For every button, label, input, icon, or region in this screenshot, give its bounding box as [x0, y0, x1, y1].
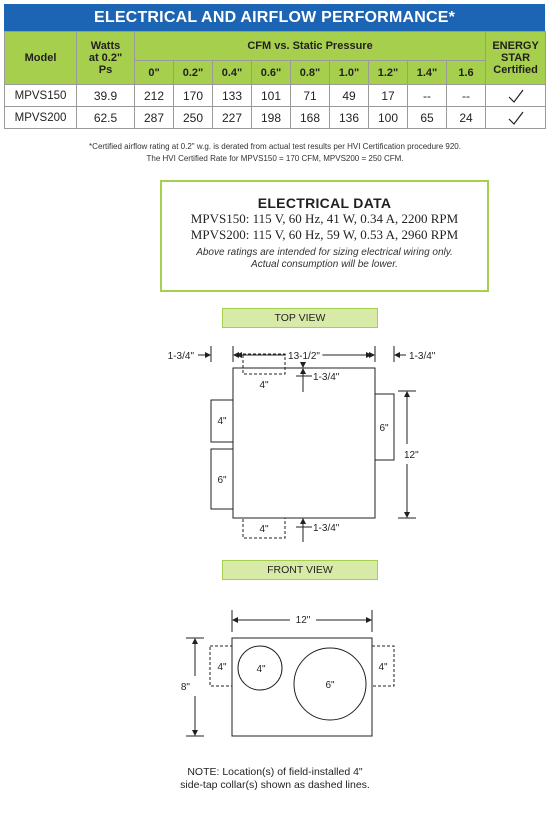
cell-model: MPVS150 — [5, 85, 77, 107]
footnote: The HVI Certified Rate for MPVS150 = 170 CFM, MPVS200 = 250 CFM. — [146, 154, 404, 163]
cell-cfm: 24 — [447, 107, 486, 129]
header-pressure: 0.8" — [291, 61, 330, 85]
cell-cfm: 49 — [330, 85, 369, 107]
header-pressure: 1.0" — [330, 61, 369, 85]
cell-cfm: 71 — [291, 85, 330, 107]
label-front-right-collar: 4" — [378, 662, 388, 673]
cell-energy-star — [486, 85, 546, 107]
cell-cfm: 212 — [135, 85, 174, 107]
label-left-collar-lower: 6" — [217, 475, 227, 486]
header-energy-star: ENERGY STAR Certified — [486, 32, 546, 85]
dim-front-height: 8" — [180, 682, 190, 693]
electrical-title: ELECTRICAL DATA — [257, 195, 392, 211]
dim-depth: 12" — [404, 450, 419, 461]
top-view-drawing — [0, 336, 550, 546]
header-pressure: 1.2" — [369, 61, 408, 85]
header-pressure: 0.4" — [213, 61, 252, 85]
dim-front-width: 12" — [295, 615, 311, 626]
front-view-drawing — [0, 596, 550, 746]
header-watts: Watts at 0.2" Ps — [77, 32, 135, 85]
cell-watts: 62.5 — [77, 107, 135, 129]
top-view-label: TOP VIEW — [222, 308, 378, 328]
performance-table — [4, 31, 546, 129]
dim-right-offset: 1-3/4" — [409, 351, 436, 362]
dim-top-collar-offset: 1-3/4" — [313, 372, 340, 383]
page-title: ELECTRICAL AND AIRFLOW PERFORMANCE* — [4, 4, 545, 31]
collar-note: NOTE: Location(s) of field-installed 4" side-tap collar(s) shown as dashed lines. — [180, 766, 370, 791]
table-row — [5, 85, 546, 107]
cell-cfm: 101 — [252, 85, 291, 107]
unit-outline — [233, 368, 375, 518]
header-pressure: 1.6 — [447, 61, 486, 85]
header-pressure: 0" — [135, 61, 174, 85]
label-top-collar: 4" — [259, 380, 269, 391]
collar-top-dashed — [243, 354, 285, 374]
label-front-left-collar: 4" — [217, 662, 227, 673]
cell-cfm: 17 — [369, 85, 408, 107]
cell-cfm: 287 — [135, 107, 174, 129]
label-right-collar: 6" — [379, 423, 389, 434]
label-large-port: 6" — [325, 680, 335, 691]
dim-left-offset: 1-3/4" — [167, 351, 194, 362]
cell-cfm: 133 — [213, 85, 252, 107]
table-row — [5, 107, 546, 129]
cell-cfm: 100 — [369, 107, 408, 129]
dim-bottom-collar-offset: 1-3/4" — [313, 523, 340, 534]
label-left-collar-upper: 4" — [217, 416, 227, 427]
electrical-data-box — [160, 180, 489, 292]
cell-cfm: 198 — [252, 107, 291, 129]
cell-cfm: 250 — [174, 107, 213, 129]
header-pressure: 0.6" — [252, 61, 291, 85]
electrical-line: MPVS200: 115 V, 60 Hz, 59 W, 0.53 A, 2960 RPM — [190, 227, 459, 242]
cell-model: MPVS200 — [5, 107, 77, 129]
cell-energy-star — [486, 107, 546, 129]
header-cfm: CFM vs. Static Pressure — [135, 32, 486, 61]
cell-cfm: 136 — [330, 107, 369, 129]
cell-cfm: 65 — [408, 107, 447, 129]
electrical-note: Above ratings are intended for sizing electrical wiring only. Actual consumption will be lower. — [196, 247, 453, 270]
cell-cfm: 168 — [291, 107, 330, 129]
front-outline — [232, 638, 372, 736]
label-small-port: 4" — [256, 664, 266, 675]
cell-watts: 39.9 — [77, 85, 135, 107]
checkmark-icon — [508, 89, 524, 103]
dim-width: 13-1/2" — [288, 351, 320, 362]
checkmark-icon — [508, 111, 524, 125]
cell-cfm: 227 — [213, 107, 252, 129]
header-pressure: 1.4" — [408, 61, 447, 85]
header-model: Model — [5, 32, 77, 85]
front-view-label: FRONT VIEW — [222, 560, 378, 580]
cell-cfm: 170 — [174, 85, 213, 107]
electrical-line: MPVS150: 115 V, 60 Hz, 41 W, 0.34 A, 2200 RPM — [190, 211, 459, 226]
footnote: *Certified airflow rating at 0.2" w.g. is derated from actual test results per HVI Certification procedure 920. — [89, 142, 461, 151]
label-bottom-collar: 4" — [259, 524, 269, 535]
header-pressure: 0.2" — [174, 61, 213, 85]
cell-cfm: -- — [408, 85, 447, 107]
cell-cfm: -- — [447, 85, 486, 107]
